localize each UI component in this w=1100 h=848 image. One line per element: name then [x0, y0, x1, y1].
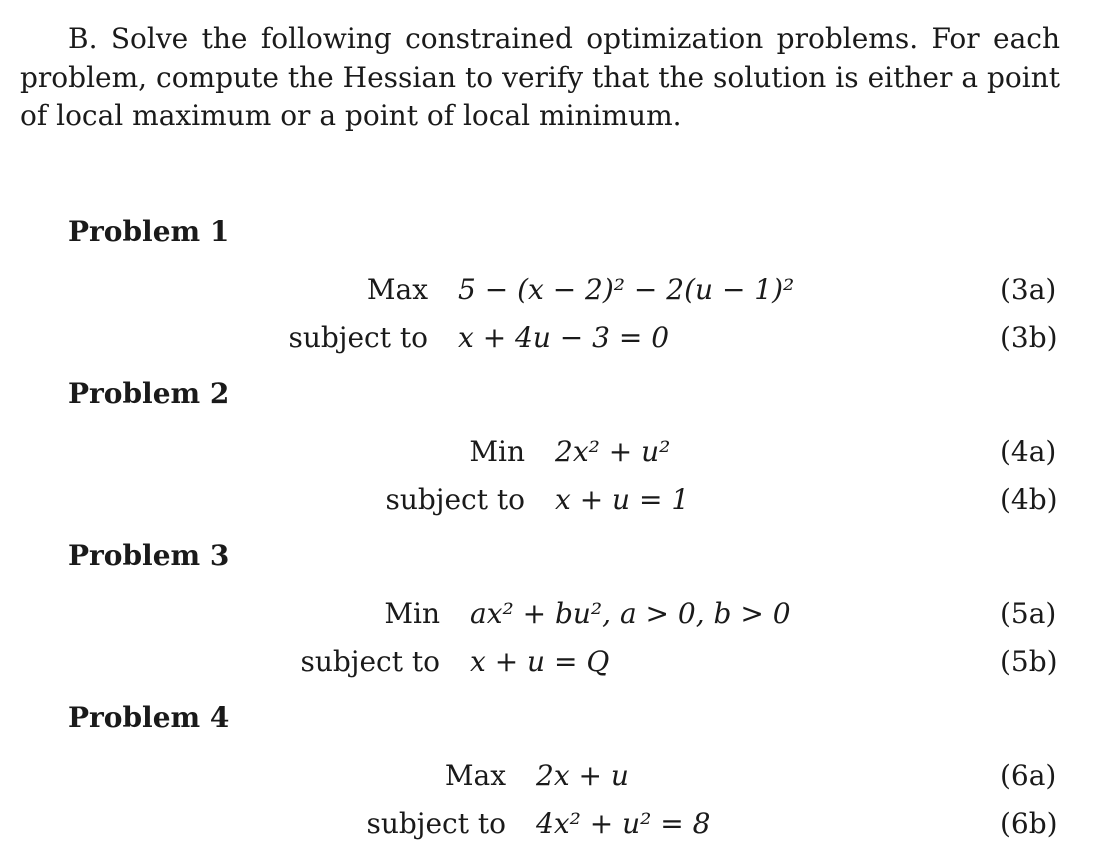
equation-label-4b: (4b) — [1000, 483, 1058, 516]
equation-label-6b: (6b) — [1000, 807, 1058, 840]
problem-4-lhs — [366, 752, 506, 848]
intro-paragraph: B. Solve the following constrained optimization problems. For each problem, compute the Hessian to verify that the solution is either a point of local maximum or a point of local minimum. — [20, 22, 1060, 132]
problem-3-rhs — [470, 590, 791, 686]
equation-label-3b: (3b) — [1000, 321, 1058, 354]
equation-label-6a: (6a) — [1000, 759, 1057, 792]
problem-3-objective-keyword: Min — [384, 597, 440, 630]
problem-2-objective: 2x² + u² — [555, 435, 671, 468]
problem-4-objective: 2x + u — [536, 759, 629, 792]
problem-2-rhs — [555, 428, 689, 524]
equation-label-4a: (4a) — [1000, 435, 1057, 468]
problem-1-rhs — [458, 266, 794, 362]
problem-1-constraint-keyword: subject to — [288, 321, 428, 354]
problem-3-objective: ax² + bu², a > 0, b > 0 — [470, 597, 791, 630]
problem-3-constraint-keyword: subject to — [300, 645, 440, 678]
problem-1-lhs — [288, 266, 428, 362]
problem-1-objective-keyword: Max — [366, 273, 428, 306]
problem-1-title: Problem 1 — [68, 215, 230, 248]
problem-1-constraint: x + 4u − 3 = 0 — [458, 321, 670, 354]
problem-4-constraint-keyword: subject to — [366, 807, 506, 840]
problem-2-objective-keyword: Min — [469, 435, 525, 468]
equation-label-3a: (3a) — [1000, 273, 1057, 306]
problem-2-lhs — [385, 428, 525, 524]
problem-3-lhs — [300, 590, 440, 686]
problem-4-rhs — [536, 752, 710, 848]
problem-2-labels — [1000, 428, 1058, 524]
problem-3-constraint: x + u = Q — [470, 645, 610, 678]
equation-label-5b: (5b) — [1000, 645, 1058, 678]
problem-4-labels — [1000, 752, 1058, 848]
problem-1-objective: 5 − (x − 2)² − 2(u − 1)² — [458, 273, 795, 306]
problem-3-title: Problem 3 — [68, 539, 230, 572]
problem-4-title: Problem 4 — [68, 701, 230, 734]
problem-4-constraint: 4x² + u² = 8 — [536, 807, 711, 840]
problem-1-labels — [1000, 266, 1058, 362]
problem-2-title: Problem 2 — [68, 377, 230, 410]
problem-4-objective-keyword: Max — [444, 759, 506, 792]
equation-label-5a: (5a) — [1000, 597, 1057, 630]
problem-2-constraint-keyword: subject to — [385, 483, 525, 516]
problem-2-constraint: x + u = 1 — [555, 483, 690, 516]
problem-3-labels — [1000, 590, 1058, 686]
